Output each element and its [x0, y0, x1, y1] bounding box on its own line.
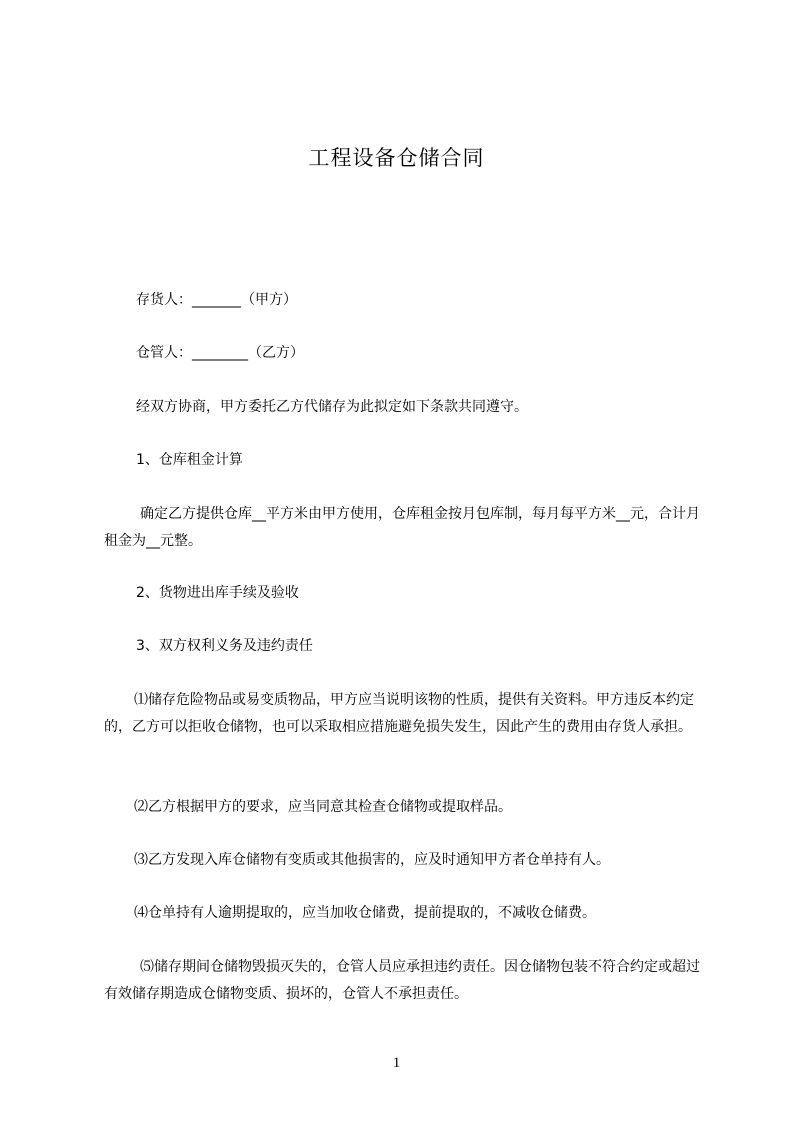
section-2-heading: 2、货物进出库手续及验收 — [136, 585, 299, 601]
clause-item-4: ⑷仓单持有人逾期提取的，应当加收仓储费，提前提取的，不减收仓储费。 — [134, 905, 596, 921]
section-1-heading: 1、仓库租金计算 — [136, 452, 243, 468]
preamble-paragraph: 经双方协商，甲方委托乙方代储存为此拟定如下条款共同遵守。 — [136, 399, 528, 415]
document-title: 工程设备仓储合同 — [308, 146, 485, 170]
warehouse-keeper-line: 仓管人：________（乙方） — [136, 345, 304, 361]
depositor-line: 存货人：_______（甲方） — [136, 292, 297, 308]
clause-item-1: ⑴储存危险物品或易变质物品，甲方应当说明该物的性质，提供有关资料。甲方违反本约定的，乙方可以拒收仓储物，也可以采取相应措施避免损失发生，因此产生的费用由存货人承担。 — [104, 692, 694, 735]
clause-item-5: ⑸储存期间仓储物毁损灭失的，仓管人员应承担违约责任。因仓储物包装不符合约定或超过有效储存期造成仓储物变质、损坏的，仓管人不承担责任。 — [104, 959, 700, 1002]
section-3-heading: 3、双方权利义务及违约责任 — [136, 638, 313, 654]
clause-item-3: ⑶乙方发现入库仓储物有变质或其他损害的，应及时通知甲方者仓单持有人。 — [134, 852, 610, 868]
page-number: 1 — [392, 1055, 401, 1071]
section-1-body: 确定乙方提供仓库__平方米由甲方使用，仓库租金按月包库制，每月每平方米__元，合计月租金为__元整。 — [104, 506, 700, 549]
clause-item-2: ⑵乙方根据甲方的要求，应当同意其检查仓储物或提取样品。 — [134, 799, 512, 815]
